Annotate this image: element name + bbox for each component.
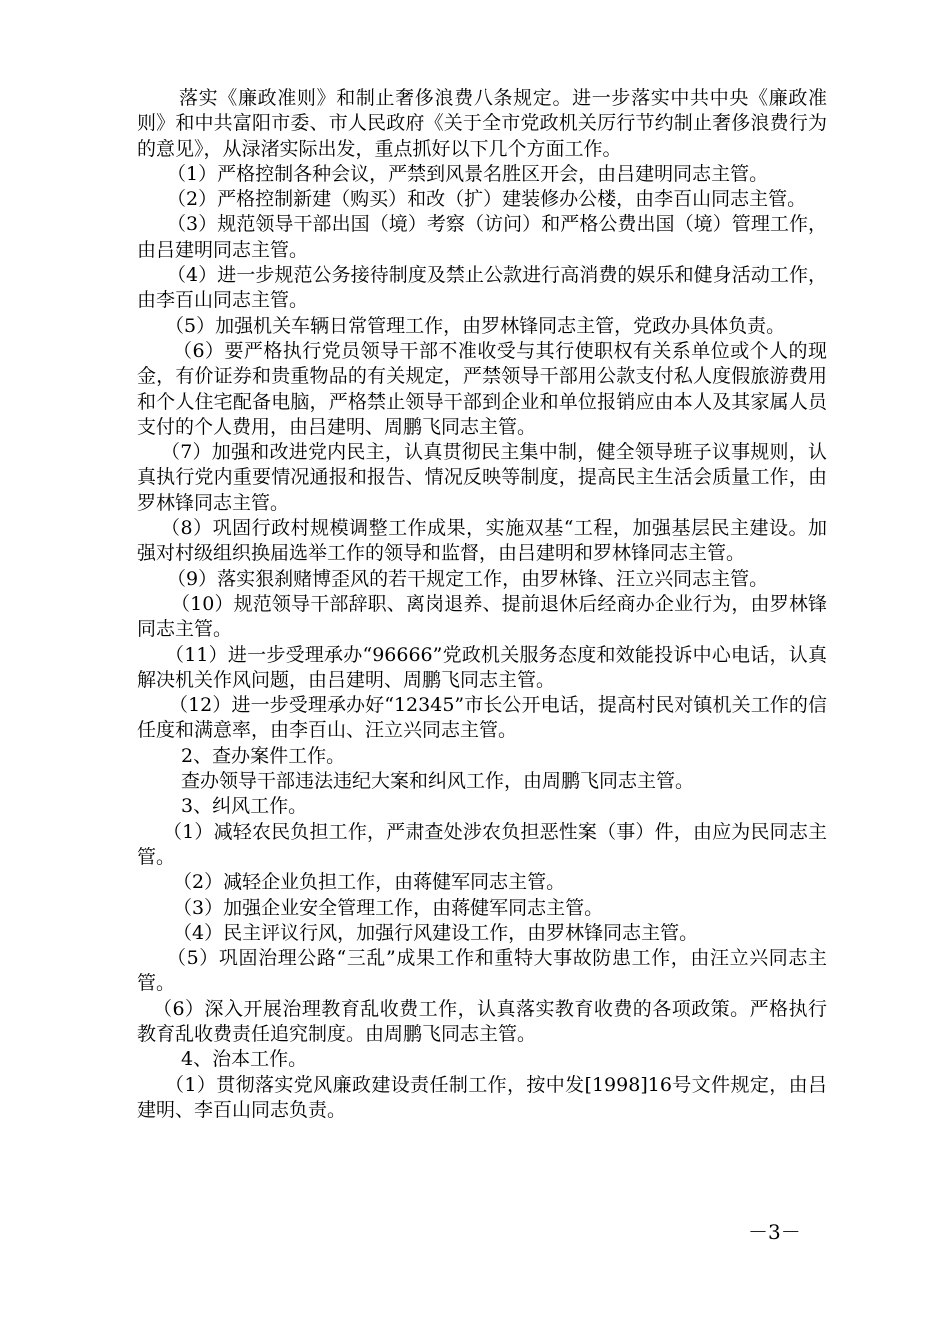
paragraph-4: （4）进一步规范公务接待制度及禁止公款进行高消费的娱乐和健身活动工作，由李百山同志主管。 [137, 264, 827, 312]
section-heading-2: 2、查办案件工作。 [181, 744, 346, 767]
paragraph-18: （3）加强企业安全管理工作，由蒋健军同志主管。 [173, 896, 604, 919]
paragraph-3: （3）规范领导干部出国（境）考察（访问）和严格公费出国（境）管理工作，由吕建明同志主管。 [137, 213, 827, 261]
paragraph-20: （5）巩固治理公路“三乱”成果工作和重特大事故防患工作，由汪立兴同志主管。 [137, 947, 827, 995]
section-heading-3: 3、纠风工作。 [181, 795, 308, 818]
paragraph-19: （4）民主评议行风，加强行风建设工作，由罗林锋同志主管。 [173, 921, 699, 944]
page-number: －3－ [748, 1220, 801, 1244]
paragraph-21: （6）深入开展治理教育乱收费工作，认真落实教育收费的各项政策。严格执行教育乱收费责任追究制度。由周鹏飞同志主管。 [137, 997, 827, 1045]
paragraph-8: （8）巩固行政村规模调整工作成果，实施双基“工程，加强基层民主建设。加强对村级组织换届选举工作的领导和监督，由吕建明和罗林锋同志主管。 [137, 517, 827, 565]
paragraph-1: （1）严格控制各种会议，严禁到风景名胜区开会，由吕建明同志主管。 [167, 162, 769, 185]
paragraph-23: （1）贯彻落实党风廉政建设责任制工作，按中发[1998]16号文件规定，由吕建明、李百山同志负责。 [137, 1073, 827, 1121]
section-heading-4: 4、治本工作。 [181, 1048, 308, 1071]
paragraph-16: （1）减轻农民负担工作，严肃查处涉农负担恶性案（事）件，由应为民同志主管。 [137, 820, 827, 868]
paragraph-17: （2）减轻企业负担工作，由蒋健军同志主管。 [173, 871, 566, 894]
paragraph-7: （7）加强和改进党内民主，认真贯彻民主集中制，健全领导班子议事规则，认真执行党内重要情况通报和报告、情况反映等制度，提高民主生活会质量工作，由罗林锋同志主管。 [137, 441, 827, 514]
paragraph-5: （5）加强机关车辆日常管理工作，由罗林锋同志主管，党政办具体负责。 [165, 314, 786, 337]
paragraph-6: （6）要严格执行党员领导干部不准收受与其行使职权有关系单位或个人的现金，有价证券和贵重物品的有关规定，严禁领导干部用公款支付私人度假旅游费用和个人住宅配备电脑，严格禁止领导干部到企业和单位报销应由本人及其家属人员支付的个人费用，由吕建明、周鹏飞同志主管。 [137, 339, 827, 438]
paragraph-2: （2）严格控制新建（购买）和改（扩）建装修办公楼，由李百山同志主管。 [167, 188, 807, 211]
document-body [137, 86, 827, 1123]
paragraph-10: （10）规范领导干部辞职、离岗退养、提前退休后经商办企业行为，由罗林锋同志主管。 [137, 592, 827, 641]
paragraph-14: 查办领导干部违法违纪大案和纠风工作，由周鹏飞同志主管。 [181, 770, 695, 793]
paragraph-9: （9）落实狠刹赌博歪风的若干规定工作，由罗林锋、汪立兴同志主管。 [167, 567, 769, 590]
paragraph-11: （11）进一步受理承办“96666”党政机关服务态度和效能投诉中心电话，认真解决机关作风问题，由吕建明、周鹏飞同志主管。 [137, 643, 827, 691]
paragraph-12: （12）进一步受理承办好“12345”市长公开电话，提高村民对镇机关工作的信任度和满意率，由李百山、汪立兴同志主管。 [137, 694, 827, 742]
paragraph-0: 落实《廉政准则》和制止奢侈浪费八条规定。进一步落实中共中央《廉政准则》和中共富阳市委、市人民政府《关于全市党政机关厉行节约制止奢侈浪费行为的意见》，从渌渚实际出发，重点抓好以下几个方面工作。 [137, 87, 827, 160]
